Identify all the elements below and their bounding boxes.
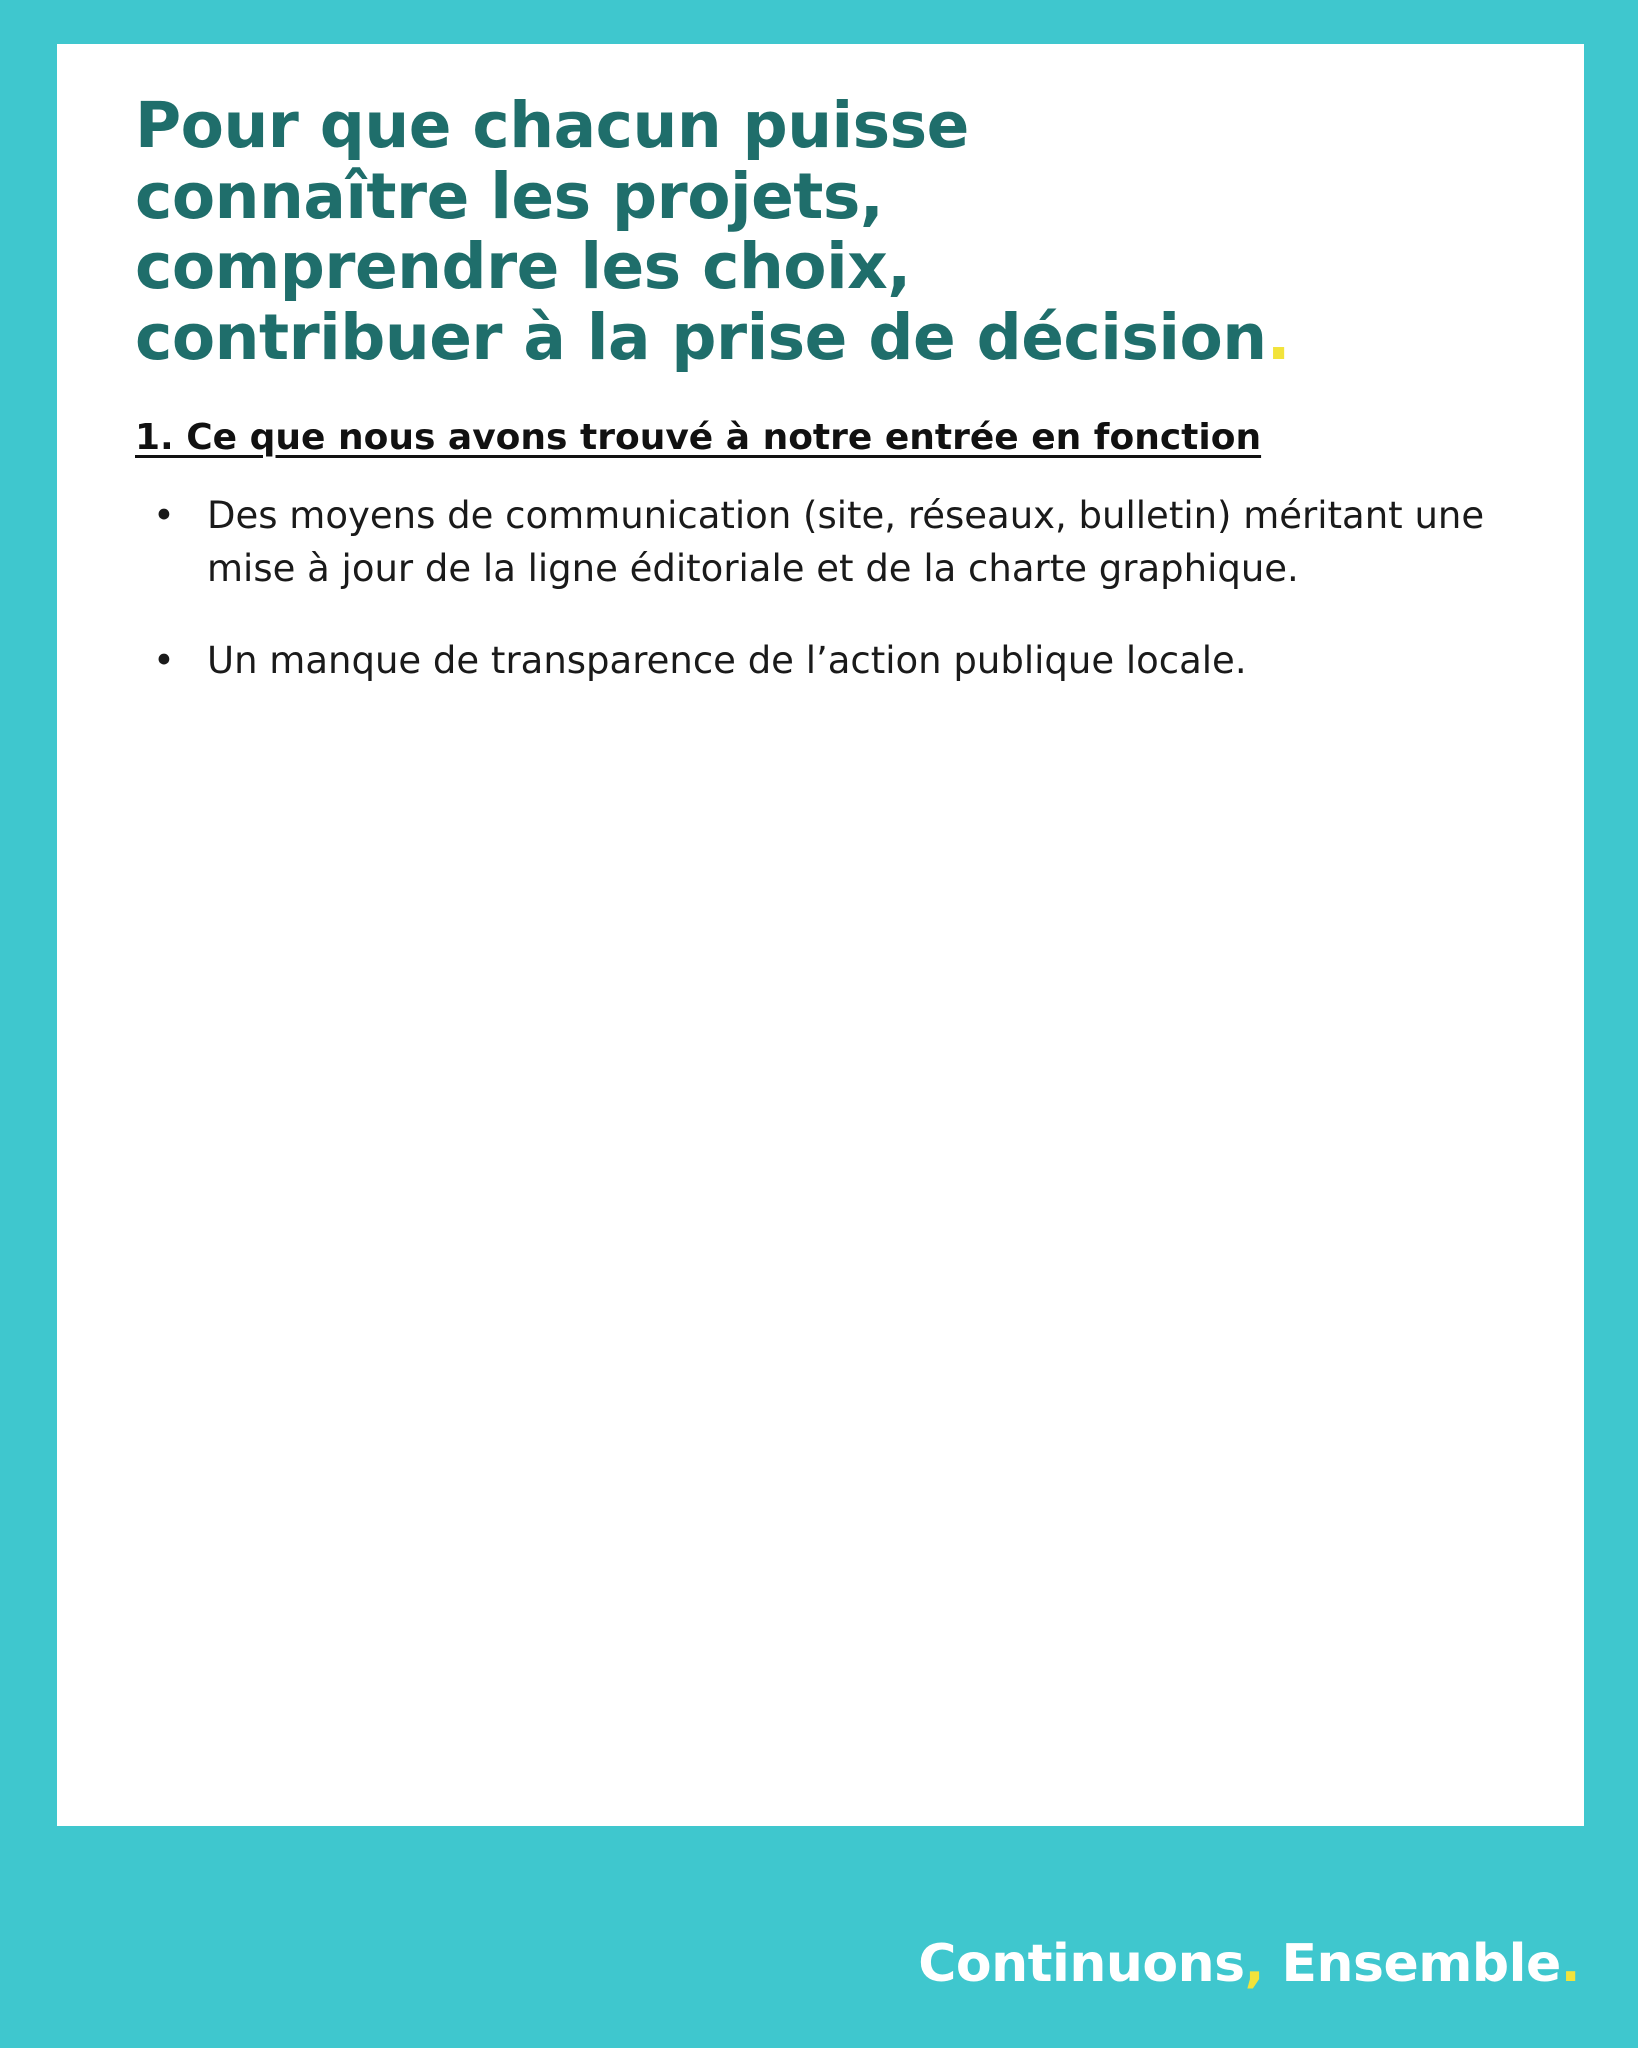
section-heading: [135, 373, 1385, 462]
list-item-text: Des moyens de communication (site, réseaux, bulletin) méritant une mise à jour de la ligne éditoriale et de la charte graphique.: [207, 493, 1485, 590]
headline-accent-dot: .: [1266, 300, 1291, 374]
headline-line-1: Pour que chacun puisse: [135, 89, 969, 162]
slogan-comma: ,: [1244, 1934, 1264, 1994]
slogan-dot: .: [1560, 1934, 1580, 1994]
bullet-marker-icon: •: [153, 639, 175, 683]
headline-line-2: connaître les projets,: [135, 159, 884, 233]
footer: [0, 1826, 1638, 2048]
bullet-list: [135, 462, 1520, 688]
slogan-part-1: Continuons: [918, 1934, 1245, 1994]
brand-slogan: [918, 1934, 1580, 1994]
list-item: [135, 635, 1520, 688]
card-content: [135, 91, 1520, 728]
content-card: [57, 44, 1584, 1826]
slogan-part-2: Ensemble: [1263, 1934, 1561, 1994]
list-item: [135, 490, 1520, 595]
section-heading-text: 1. Ce que nous avons trouvé à notre entrée en fonction: [135, 417, 1262, 459]
bullet-marker-icon: •: [153, 493, 175, 537]
headline-line-3: comprendre les choix,: [135, 230, 911, 304]
headline-line-4: contribuer à la prise de décision: [135, 300, 1267, 374]
page-title: [135, 91, 1520, 373]
list-item-text: Un manque de transparence de l’action publique locale.: [207, 639, 1247, 683]
